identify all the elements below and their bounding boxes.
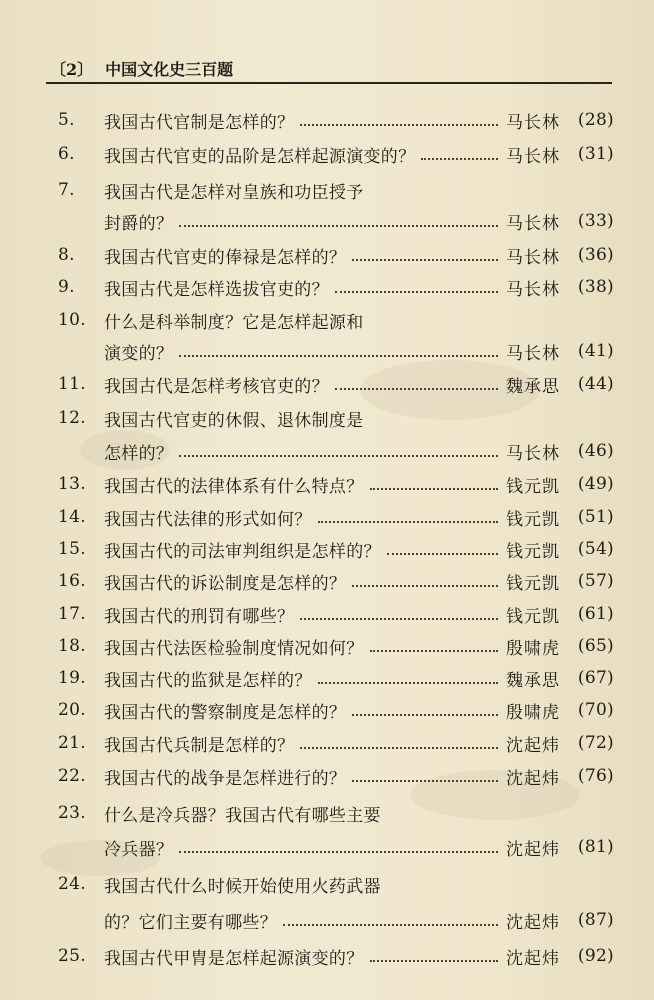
toc-entry-line bbox=[58, 799, 614, 827]
entry-number: 5. bbox=[58, 110, 75, 130]
entry-number: 8. bbox=[58, 245, 75, 265]
entry-number: 19. bbox=[58, 668, 86, 688]
entry-author: 殷啸虎 bbox=[506, 638, 560, 659]
toc-entry-line bbox=[58, 176, 614, 204]
entry-page-number: (49) bbox=[577, 474, 614, 494]
leader-dots bbox=[370, 960, 499, 962]
leader-dots bbox=[318, 521, 498, 523]
entry-title: 我国古代的战争是怎样进行的？ bbox=[104, 768, 347, 789]
leader-dots bbox=[387, 553, 498, 555]
toc-entry bbox=[58, 632, 614, 660]
entry-title: 演变的？ bbox=[104, 343, 174, 364]
leader-dots bbox=[335, 388, 498, 390]
entry-author: 马长林 bbox=[506, 443, 560, 464]
toc-entry bbox=[58, 906, 614, 934]
leader-dots bbox=[318, 682, 498, 684]
leader-dots bbox=[370, 650, 499, 652]
entry-number: 25. bbox=[58, 946, 86, 966]
entry-page-number: (51) bbox=[577, 507, 614, 527]
toc-entry bbox=[58, 503, 614, 531]
entry-author: 马长林 bbox=[506, 343, 560, 364]
entry-number: 16. bbox=[58, 571, 86, 591]
entry-page-number: (70) bbox=[577, 700, 614, 720]
entry-page-number: (41) bbox=[577, 341, 614, 361]
entry-author: 钱元凯 bbox=[506, 509, 560, 530]
entry-title: 我国古代是怎样对皇族和功臣授予 bbox=[104, 182, 364, 203]
entry-author: 钱元凯 bbox=[506, 541, 560, 562]
entry-number: 24. bbox=[58, 874, 86, 894]
entry-number: 7. bbox=[58, 180, 75, 200]
entry-page-number: (31) bbox=[577, 144, 614, 164]
leader-dots bbox=[283, 924, 498, 926]
entry-page-number: (87) bbox=[577, 910, 614, 930]
entry-author: 马长林 bbox=[506, 213, 560, 234]
entry-number: 9. bbox=[58, 277, 75, 297]
entry-page-number: (33) bbox=[577, 211, 614, 231]
toc-entry bbox=[58, 696, 614, 724]
toc-entry bbox=[58, 106, 614, 134]
entry-author: 钱元凯 bbox=[506, 573, 560, 594]
entry-page-number: (92) bbox=[577, 946, 614, 966]
toc-entry bbox=[58, 207, 614, 235]
entry-number: 13. bbox=[58, 474, 86, 494]
entry-title: 封爵的？ bbox=[104, 213, 174, 234]
entry-author: 马长林 bbox=[506, 112, 560, 133]
toc-entry-line bbox=[58, 306, 614, 334]
entry-number: 15. bbox=[58, 539, 86, 559]
entry-number: 12. bbox=[58, 408, 86, 428]
entry-number: 10. bbox=[58, 310, 86, 330]
entry-page-number: (57) bbox=[577, 571, 614, 591]
entry-title: 我国古代兵制是怎样的？ bbox=[104, 735, 295, 756]
entry-author: 钱元凯 bbox=[506, 606, 560, 627]
toc-entry bbox=[58, 942, 614, 970]
entry-page-number: (36) bbox=[577, 245, 614, 265]
entry-number: 22. bbox=[58, 766, 86, 786]
entry-page-number: (67) bbox=[577, 668, 614, 688]
entry-title: 我国古代是怎样选拔官吏的？ bbox=[104, 279, 329, 300]
leader-dots bbox=[179, 355, 498, 357]
entry-title: 我国古代法医检验制度情况如何？ bbox=[104, 638, 364, 659]
entry-page-number: (61) bbox=[577, 604, 614, 624]
toc-entry bbox=[58, 437, 614, 465]
toc-entry bbox=[58, 567, 614, 595]
toc-entry-line bbox=[58, 870, 614, 898]
leader-dots bbox=[179, 225, 498, 227]
leader-dots bbox=[300, 618, 498, 620]
toc-entry bbox=[58, 241, 614, 269]
leader-dots bbox=[370, 488, 499, 490]
leader-dots bbox=[335, 291, 498, 293]
leader-dots bbox=[179, 851, 498, 853]
toc-entry bbox=[58, 729, 614, 757]
entry-title: 我国古代官吏的休假、退休制度是 bbox=[104, 410, 364, 431]
entry-number: 21. bbox=[58, 733, 86, 753]
toc-entry bbox=[58, 664, 614, 692]
entry-page-number: (76) bbox=[577, 766, 614, 786]
entry-author: 殷啸虎 bbox=[506, 702, 560, 723]
entry-title: 什么是科举制度？它是怎样起源和 bbox=[104, 312, 364, 333]
header-page-number: 〔2〕 bbox=[50, 59, 94, 79]
entry-page-number: (46) bbox=[577, 441, 614, 461]
entry-number: 23. bbox=[58, 803, 86, 823]
entry-title: 我国古代的监狱是怎样的？ bbox=[104, 670, 312, 691]
header-book-title: 中国文化史三百题 bbox=[105, 59, 234, 79]
entry-page-number: (72) bbox=[577, 733, 614, 753]
entry-title: 的？它们主要有哪些？ bbox=[104, 912, 277, 933]
entry-number: 17. bbox=[58, 604, 86, 624]
entry-author: 马长林 bbox=[506, 146, 560, 167]
entry-title: 我国古代的刑罚有哪些？ bbox=[104, 606, 295, 627]
entry-author: 钱元凯 bbox=[506, 476, 560, 497]
entry-title: 怎样的？ bbox=[104, 443, 174, 464]
entry-author: 马长林 bbox=[506, 247, 560, 268]
toc-entry bbox=[58, 833, 614, 861]
entry-page-number: (38) bbox=[577, 277, 614, 297]
entry-title: 我国古代什么时候开始使用火药武器 bbox=[104, 876, 381, 897]
entry-title: 我国古代法律的形式如何？ bbox=[104, 509, 312, 530]
toc-entry bbox=[58, 762, 614, 790]
toc-entry bbox=[58, 273, 614, 301]
toc-entry bbox=[58, 140, 614, 168]
entry-number: 20. bbox=[58, 700, 86, 720]
entry-title: 我国古代的警察制度是怎样的？ bbox=[104, 702, 347, 723]
entry-number: 14. bbox=[58, 507, 86, 527]
leader-dots bbox=[179, 455, 498, 457]
toc-entry-line bbox=[58, 404, 614, 432]
leader-dots bbox=[300, 124, 498, 126]
entry-title: 我国古代的诉讼制度是怎样的？ bbox=[104, 573, 347, 594]
toc-entry bbox=[58, 535, 614, 563]
entry-page-number: (44) bbox=[577, 374, 614, 394]
entry-page-number: (65) bbox=[577, 636, 614, 656]
entry-number: 6. bbox=[58, 144, 75, 164]
entry-title: 我国古代的司法审判组织是怎样的？ bbox=[104, 541, 381, 562]
toc-entry bbox=[58, 370, 614, 398]
entry-title: 冷兵器？ bbox=[104, 839, 174, 860]
toc-entry bbox=[58, 470, 614, 498]
entry-title: 我国古代官吏的俸禄是怎样的？ bbox=[104, 247, 347, 268]
toc-entry bbox=[58, 337, 614, 365]
entry-title: 我国古代的法律体系有什么特点？ bbox=[104, 476, 364, 497]
entry-title: 什么是冷兵器？我国古代有哪些主要 bbox=[104, 805, 381, 826]
entry-number: 18. bbox=[58, 636, 86, 656]
entry-author: 沈起炜 bbox=[506, 768, 560, 789]
entry-author: 魏承思 bbox=[506, 376, 560, 397]
entry-title: 我国古代官吏的品阶是怎样起源演变的？ bbox=[104, 146, 416, 167]
entry-author: 魏承思 bbox=[506, 670, 560, 691]
entry-author: 沈起炜 bbox=[506, 735, 560, 756]
leader-dots bbox=[421, 158, 498, 160]
leader-dots bbox=[352, 714, 498, 716]
entry-page-number: (28) bbox=[577, 110, 614, 130]
entry-number: 11. bbox=[58, 374, 86, 394]
entry-title: 我国古代官制是怎样的？ bbox=[104, 112, 295, 133]
entry-page-number: (54) bbox=[577, 539, 614, 559]
leader-dots bbox=[352, 585, 498, 587]
entry-author: 沈起炜 bbox=[506, 948, 560, 969]
leader-dots bbox=[352, 259, 498, 261]
leader-dots bbox=[352, 780, 498, 782]
entry-author: 沈起炜 bbox=[506, 912, 560, 933]
entry-author: 沈起炜 bbox=[506, 839, 560, 860]
entry-title: 我国古代甲胄是怎样起源演变的？ bbox=[104, 948, 364, 969]
entry-title: 我国古代是怎样考核官吏的？ bbox=[104, 376, 329, 397]
entry-page-number: (81) bbox=[577, 837, 614, 857]
entry-author: 马长林 bbox=[506, 279, 560, 300]
toc-entry bbox=[58, 600, 614, 628]
leader-dots bbox=[300, 747, 498, 749]
